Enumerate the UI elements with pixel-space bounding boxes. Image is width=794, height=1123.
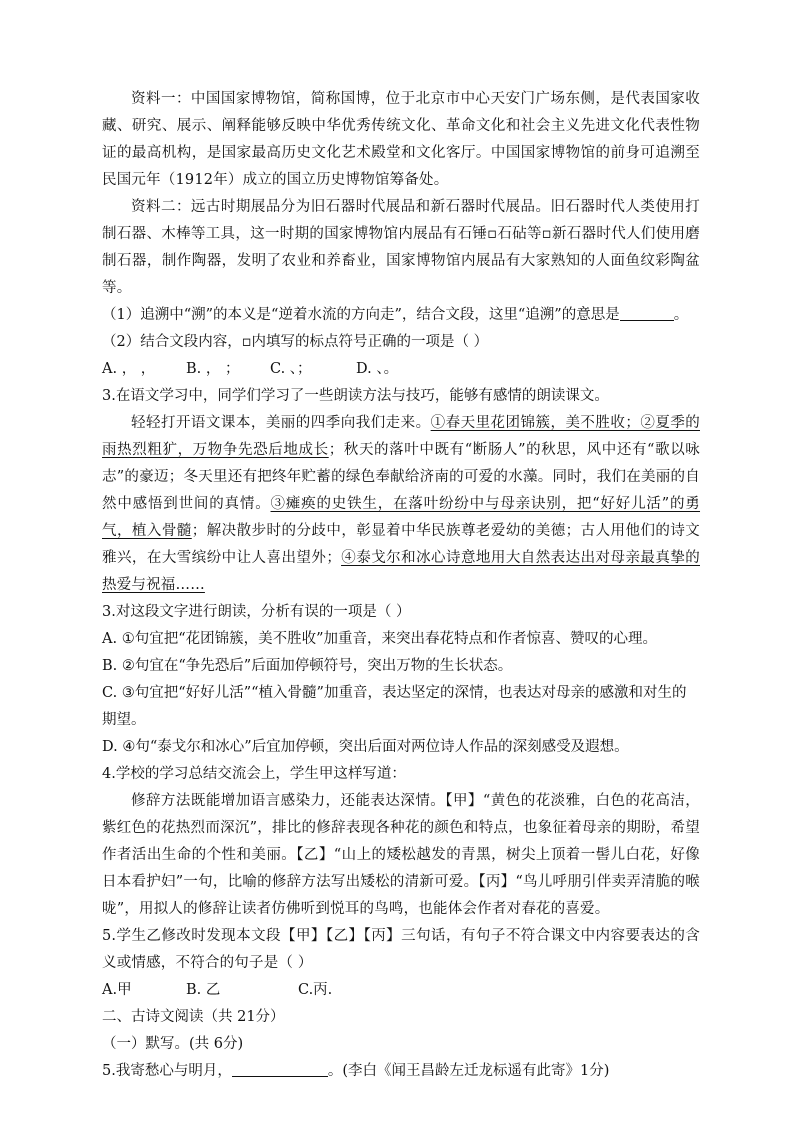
answer-blank[interactable]: [232, 1060, 328, 1077]
option-b[interactable]: B. ， ；: [186, 361, 240, 377]
option-c[interactable]: C. ③句宜把“好好儿活”“植入骨髓”加重音，表达坚定的深情，也表达对母亲的感激和对生的期望。: [102, 685, 687, 728]
question-3-intro: 3.在语文学习中，同学们学习了一些朗读方法与技巧，能够有感情的朗读课文。: [102, 388, 609, 404]
option-a[interactable]: A. ， ，: [102, 361, 156, 377]
question-1: [102, 302, 700, 329]
option-a[interactable]: A.甲: [102, 982, 132, 998]
passage-underlined: ①春天里花团锦簇，美不胜收；②夏季的雨热烈粗犷，万物争先恐后地成长: [102, 415, 700, 458]
option-d[interactable]: D. 、。: [356, 361, 399, 377]
passage-text: ；解决散步时的分歧中，彰显着中华民族尊老爱幼的美德；古人用他们的诗文雅兴，在大雪缤纷中让人喜出望外；: [102, 523, 701, 566]
option-b[interactable]: B. ②句宜在“争先恐后”后面加停顿符号，突出万物的生长状态。: [102, 658, 513, 674]
option-c[interactable]: C.丙.: [298, 982, 333, 998]
answer-blank[interactable]: [620, 304, 674, 321]
question-1-end: 。: [673, 307, 689, 323]
exam-page: [102, 86, 700, 1085]
question-1-text: （1）追溯中“溯”的本义是“逆着水流的方向走”，结合文段，这里“追溯”的意思是: [102, 307, 620, 323]
reading-passage: [102, 410, 700, 599]
option-b[interactable]: B. 乙: [186, 982, 221, 998]
material-1: 资料一：中国国家博物馆，简称国博，位于北京市中心天安门广场东侧，是代表国家收藏、研究、展示、阐释能够反映中华优秀传统文化、革命文化和社会主义先进文化代表性物证的最高机构，是国家最高历史文化艺术殿堂和文化客厅。中国国家博物馆的前身可追溯至民国元年（1912年）成立的国立历史博物馆筹备处。: [102, 91, 700, 188]
passage-text: ；秋天的落叶中既有“断肠人”的秋思，风中还有“歌以咏志”的豪迈；冬天里还有把终年贮蓄的绿色奉献给济南的可爱的水藻。同时，我们在美丽的自然中感悟到世间的真情。: [102, 442, 701, 512]
question-2: （2）结合文段内容，▫内填写的标点符号正确的一项是（ ）: [102, 334, 489, 350]
question-3: 3.对这段文字进行朗读，分析有误的一项是（ ）: [102, 604, 411, 620]
option-c[interactable]: C. 、；: [270, 361, 312, 377]
passage-text: 轻轻打开语文课本，美丽的四季向我们走来。: [131, 415, 431, 431]
question-6-text: 5.我寄愁心与明月，: [102, 1063, 232, 1079]
material-2: 资料二：远古时期展品分为旧石器时代展品和新石器时代展品。旧石器时代人类使用打制石器、木棒等工具，这一时期的国家博物馆内展品有石锤▫石砧等▫新石器时代人们使用磨制石器，制作陶器，发明了农业和养畜业，国家博物馆内展品有大家熟知的人面鱼纹彩陶盆等。: [102, 199, 700, 296]
passage-underlined: ④泰戈尔和冰心诗意地用大自然表达出对母亲最真挚的热爱与祝福……: [102, 550, 700, 593]
question-5-options: [102, 977, 700, 1004]
subsection-heading: （一）默写。(共 6分): [102, 1036, 244, 1052]
question-6-end: 。(李白《闻王昌龄左迁龙标遥有此寄》1分): [327, 1063, 610, 1079]
question-5: 5.学生乙修改时发现本文段【甲】【乙】【丙】三句话，有句子不符合课文中内容要表达的含义或情感，不符合的句子是（ ）: [102, 928, 700, 971]
question-4-intro: 4.学校的学习总结交流会上，学生甲这样写道：: [102, 766, 406, 782]
passage-underlined: ③瘫痪的史铁生，在落叶纷纷中与母亲诀别，把“好好儿活”的勇气，植入骨髓: [102, 496, 701, 539]
option-d[interactable]: D. ④句“泰戈尔和冰心”后宜加停顿，突出后面对两位诗人作品的深刻感受及遐想。: [102, 739, 629, 755]
question-4-passage: 修辞方法既能增加语言感染力，还能表达深情。【甲】“黄色的花淡雅，白色的花高洁，紫红色的花热烈而深沉”，排比的修辞表现各种花的颜色和特点，也象征着母亲的期盼，希望作者活出生命的个性和美丽。【乙】“山上的矮松越发的青黑，树尖上顶着一髻儿白花，好像日本看护妇”一句，比喻的修辞方法写出矮松的清新可爱。【丙】“鸟儿呼朋引伴卖弄清脆的喉咙”，用拟人的修辞让读者仿佛听到悦耳的鸟鸣，也能体会作者对春花的喜爱。: [102, 793, 700, 917]
section-heading: 二、古诗文阅读（共 21分）: [102, 1009, 285, 1025]
question-6: [102, 1058, 700, 1085]
question-2-options: [102, 356, 700, 383]
option-a[interactable]: A. ①句宜把“花团锦簇，美不胜收”加重音，来突出春花特点和作者惊喜、赞叹的心理。: [102, 631, 658, 647]
